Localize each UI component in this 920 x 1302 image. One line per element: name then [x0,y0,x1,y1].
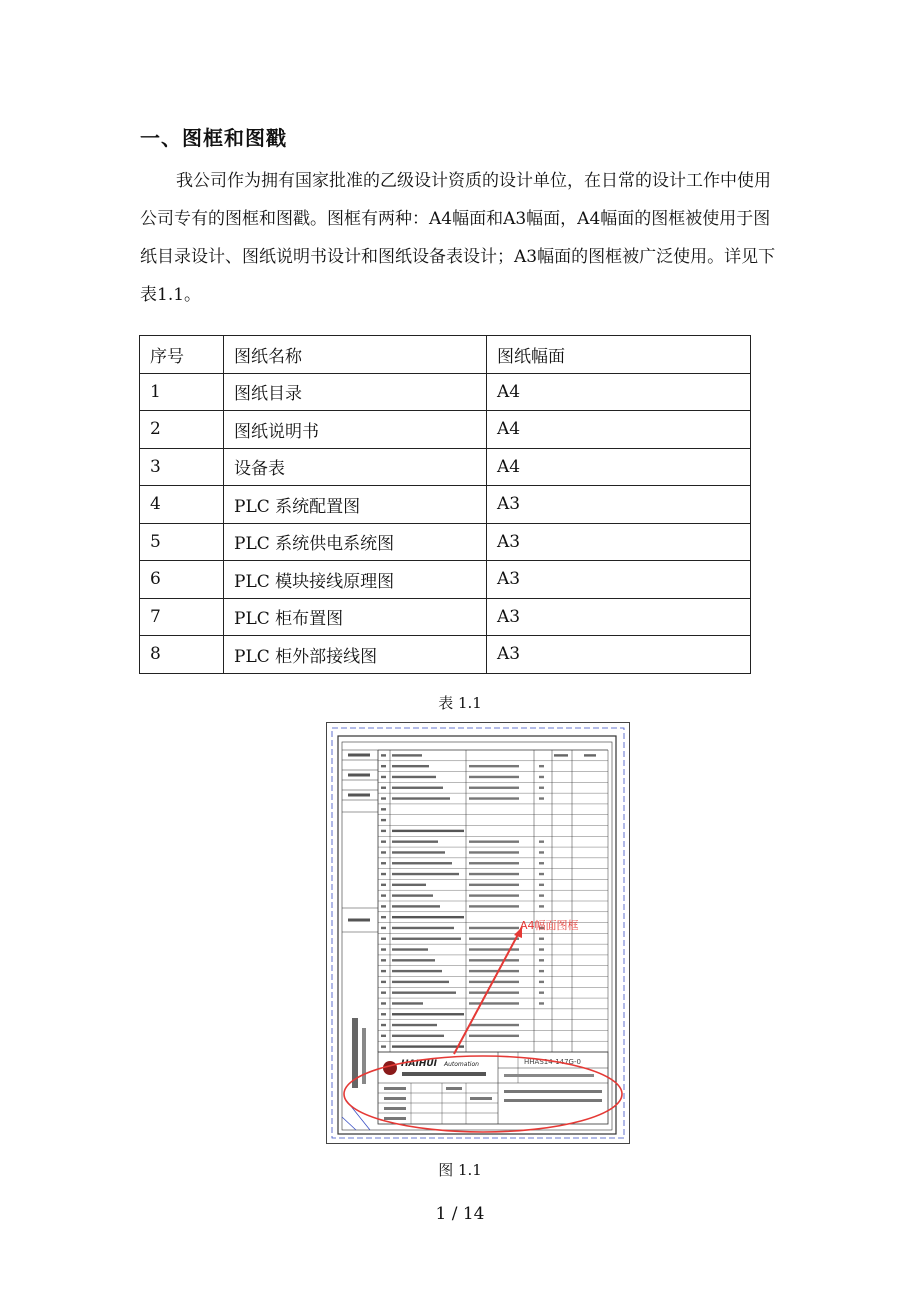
row-name-mark [392,894,433,896]
header-mark [554,754,568,756]
table-header-cell: 图纸幅面 [487,336,751,374]
row-number-mark [381,981,386,983]
row-name-mark [392,905,440,907]
drawing-format-table [139,335,751,674]
table-cell: A3 [487,598,751,636]
brand-logo-text: HAIHUI [401,1059,438,1069]
intro-paragraph [140,162,782,314]
table-cell: PLC 系统配置图 [224,486,487,524]
row-code-mark [469,1035,519,1037]
table-row [140,373,751,411]
row-code-mark [469,862,519,864]
row-qty-mark [539,981,544,983]
table-cell: 5 [140,523,224,561]
row-code-mark [469,787,519,789]
row-name-mark [392,787,443,789]
row-name-mark [392,991,456,993]
row-qty-mark [539,884,544,886]
row-name-mark [392,754,422,756]
row-number-mark [381,819,386,821]
row-code-mark [469,797,519,799]
row-qty-mark [539,1002,544,1004]
row-qty-mark [539,991,544,993]
table-cell: 4 [140,486,224,524]
row-name-mark [392,948,428,950]
table-cell: 2 [140,411,224,449]
table-cell: 图纸目录 [224,373,487,411]
row-name-mark [392,1024,437,1026]
row-number-mark [381,754,386,756]
row-number-mark [381,938,386,940]
row-name-mark [392,765,429,767]
row-number-mark [381,1013,386,1015]
row-name-mark [392,840,438,842]
row-qty-mark [539,787,544,789]
header-mark [584,754,596,756]
row-code-mark [469,884,519,886]
row-name-mark [392,862,452,864]
side-label-mark [348,919,370,922]
table-row [140,486,751,524]
row-number-mark [381,1045,386,1047]
row-number-mark [381,1035,386,1037]
row-name-mark [392,959,435,961]
row-name-mark [392,797,450,799]
row-number-mark [381,765,386,767]
row-qty-mark [539,873,544,875]
row-qty-mark [539,765,544,767]
row-code-mark [469,894,519,896]
row-code-mark [469,851,519,853]
table-row [140,636,751,674]
row-code-mark [469,938,519,940]
table-cell: 设备表 [224,448,487,486]
page-number: 1 / 14 [435,1204,485,1224]
row-code-mark [469,959,519,961]
row-name-mark [392,1035,444,1037]
row-code-mark [469,927,519,929]
row-name-mark [392,884,426,886]
row-qty-mark [539,776,544,778]
table-row [140,598,751,636]
row-number-mark [381,991,386,993]
table-cell: A4 [487,448,751,486]
row-number-mark [381,873,386,875]
row-section-mark [392,830,464,832]
row-number-mark [381,884,386,886]
table-caption: 表 1.1 [438,694,482,712]
row-code-mark [469,1024,519,1026]
row-number-mark [381,1024,386,1026]
table-cell: PLC 系统供电系统图 [224,523,487,561]
row-qty-mark [539,862,544,864]
company-logo-icon [383,1061,397,1075]
side-label-mark [348,794,370,797]
drawing-number: HHAS14-147G-0 [524,1058,581,1066]
row-code-mark [469,776,519,778]
table-cell: 图纸说明书 [224,411,487,449]
row-number-mark [381,948,386,950]
row-number-mark [381,808,386,810]
row-number-mark [381,830,386,832]
row-code-mark [469,840,519,842]
figure-border [327,723,630,1144]
row-number-mark [381,894,386,896]
row-number-mark [381,787,386,789]
row-qty-mark [539,948,544,950]
row-number-mark [381,959,386,961]
annotation-label: A4幅面图框 [520,919,579,932]
row-code-mark [469,1002,519,1004]
table-header-cell: 图纸名称 [224,336,487,374]
table-row [140,561,751,599]
table-row [140,448,751,486]
row-number-mark [381,905,386,907]
table-cell: A3 [487,561,751,599]
row-code-mark [469,873,519,875]
row-qty-mark [539,851,544,853]
section-heading: 一、图框和图戳 [140,126,287,150]
row-qty-mark [539,959,544,961]
table-cell: 3 [140,448,224,486]
drawing-frame-figure [326,722,630,1144]
row-qty-mark [539,938,544,940]
table-cell: A4 [487,373,751,411]
row-section-mark [392,1013,464,1015]
table-row [140,523,751,561]
row-code-mark [469,905,519,907]
table-row [140,411,751,449]
row-section-mark [392,916,464,918]
table-cell: A3 [487,636,751,674]
row-name-mark [392,873,459,875]
table-header-cell: 序号 [140,336,224,374]
table-cell: PLC 柜布置图 [224,598,487,636]
table-cell: A3 [487,523,751,561]
side-label-mark [348,754,370,757]
row-number-mark [381,840,386,842]
row-name-mark [392,776,436,778]
row-name-mark [392,1002,423,1004]
table-cell: 7 [140,598,224,636]
row-code-mark [469,991,519,993]
row-code-mark [469,970,519,972]
row-number-mark [381,776,386,778]
row-qty-mark [539,905,544,907]
table-cell: 6 [140,561,224,599]
table-cell: PLC 模块接线原理图 [224,561,487,599]
figure-caption: 图 1.1 [438,1161,482,1179]
row-number-mark [381,1002,386,1004]
brand-sub-text: Automation [444,1061,479,1068]
row-code-mark [469,765,519,767]
row-name-mark [392,927,454,929]
table-header-row [140,336,751,374]
row-name-mark [392,970,442,972]
row-number-mark [381,797,386,799]
row-section-mark [392,1045,464,1047]
row-qty-mark [539,970,544,972]
row-number-mark [381,970,386,972]
row-qty-mark [539,894,544,896]
table-cell: 1 [140,373,224,411]
table-cell: PLC 柜外部接线图 [224,636,487,674]
table-cell: A4 [487,411,751,449]
side-label-mark [348,774,370,777]
row-name-mark [392,981,449,983]
row-number-mark [381,916,386,918]
row-name-mark [392,938,461,940]
row-qty-mark [539,797,544,799]
row-number-mark [381,862,386,864]
row-number-mark [381,927,386,929]
intro-paragraph-text: 我公司作为拥有国家批准的乙级设计资质的设计单位，在日常的设计工作中使用公司专有的图框和图戳。图框有两种：A4幅面和A3幅面，A4幅面的图框被使用于图纸目录设计、图纸说明书设计和图纸设备表设计；A3幅面的图框被广泛使用。详见下表1.1。 [140,171,776,305]
row-number-mark [381,851,386,853]
table-cell: A3 [487,486,751,524]
row-name-mark [392,851,445,853]
table-cell: 8 [140,636,224,674]
row-qty-mark [539,840,544,842]
